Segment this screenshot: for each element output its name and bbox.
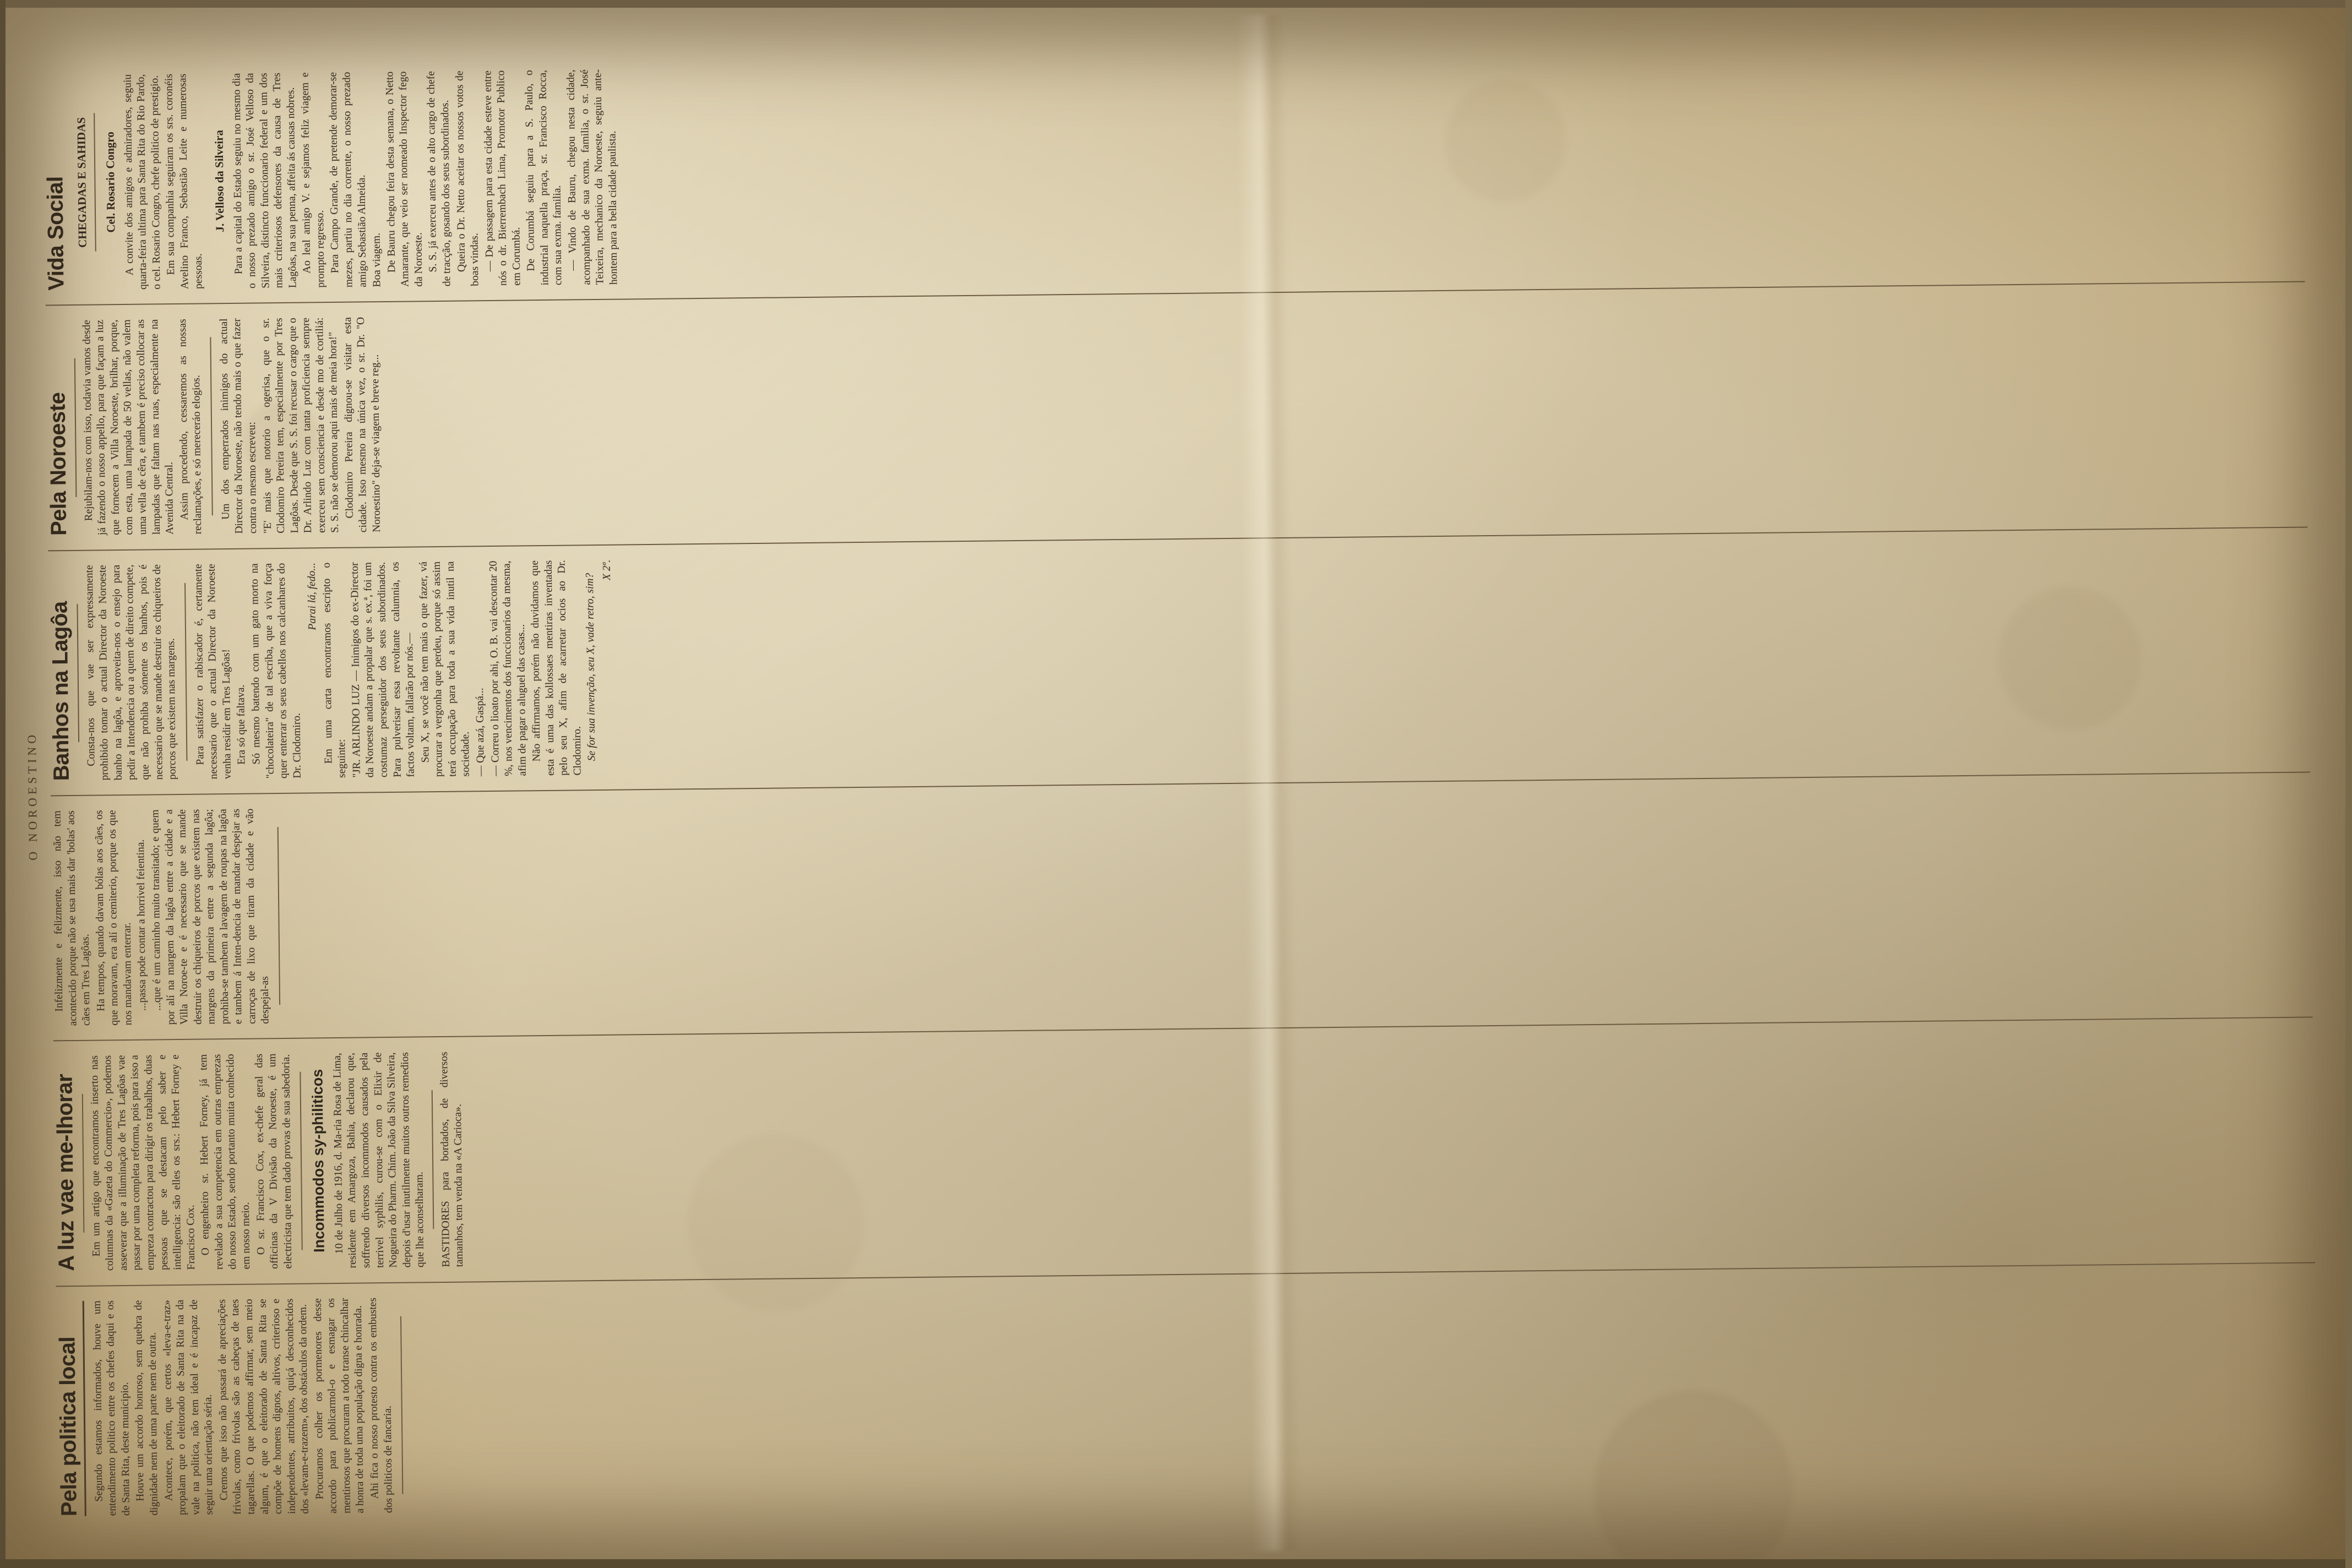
paragraph: S. S. já exerceu antes de o alto cargo de chefe de tracção, gosando dos seus subordinados. — [425, 71, 453, 287]
paragraph: Rejubilam-nos com isso, todavia vamos desde já fazendo o nosso appello, para que façam a luz que fornecem a Villa Noroeste, brilhar, porque, com esta, uma lampada de 50 vellas, não valem uma vella de cêra, e tambem é preciso collocar as lampadas que faltam nas ruas, especialmente na Avenida Central. — [80, 319, 176, 536]
paragraph: Procuramos colher os pormenores desse accordo para publicarmol-o e esmagar os mentirosos que procuram a todo transe chincalhar a honra de toda uma população digna e honrada. — [312, 1298, 367, 1514]
paragraph: ...que é um caminho muito transitado; e quem por alí na margem da lagôa entre a cidade e a Villa Noroe-te e é necessario que se mande destruir os chiqueiros de porcos que existem nas margens da primeira entre a segunda lagôa; prohiba-se tambem a lavagem de roupas na lagôa e tambem á Inten-dencia de mandar despejar as carroças de lixo que tiram da cidade e vão despejal-as — [149, 808, 271, 1025]
dialog-line: Não affirmamos, porém não duvidamos que esta é uma das kollossaes mentiras inventadas pelo seu X, afim de acarretar ocios ao Dr. Clodomiro. — [529, 560, 584, 776]
letter-intro: Para satisfazer o rabiscador é, certamente necessario que o actual Director da Noroeste venha residir em Tres Lagôas! — [192, 563, 233, 780]
paragraph: Clodomiro Pereira dignou-se visitar esta cidade. Isso mesmo na única vez, o sr. Dr. "O Noroestino" deja-se viagem e breve reg... — [341, 317, 383, 533]
letter-line: Era só que faltava. — [235, 684, 248, 765]
column-vida-social — [43, 37, 2305, 305]
column-rule — [400, 1316, 403, 1494]
paragraph: O sr. Francisco Cox, ex-chefe geral das officinas da V Divisão da Noroeste, é um electricista que tem dado provas de sua sabedoria. — [253, 1053, 294, 1269]
paragraph: De Corumbá seguiu para a S. Paulo, o industrial naquella praça, sr. Francisco Rocca, com sua exma. familia. — [523, 69, 564, 286]
subheadline-chegadas-e-sahidas: CHEGADAS E SAHIDAS — [74, 117, 89, 248]
paragraph: Infelizmente e felizmente, isso não tem acontecido porque não se usa mais dar 'bolas' aos cães em Tres Lagôas. — [51, 810, 92, 1026]
subheadline-incommodos-syphiliticos: Incommodos sy-philiticos — [309, 1069, 328, 1253]
paragraph: Consta-nos que vae ser expressamente prohibido tomar o actual Director da Noroeste banho na lagôa, e aproveita-nos o ensejo para pedir a Intendencia ou a quem de direito compete, que não prohiba sómente os banhos, pois é necessario que se mande destruir os chiqueiros de porcos que existem nas margens. — [83, 564, 178, 781]
paragraph: De Bauru chegou feira desta semana, o Netto Amarante, que veio ser nomeado Inspector fego da Noroeste. — [384, 71, 425, 287]
column-pela-noroeste — [46, 281, 2307, 550]
paragraph: Ahi fica o nosso protesto contra os embustes dos politicos de fancaria. — [367, 1297, 395, 1513]
column-container — [43, 37, 2318, 1531]
photo-edge-right — [2345, 0, 2352, 1568]
person-name-rosario-congro: Cel. Rosario Congro — [103, 132, 118, 233]
column-pela-politica-local — [56, 1262, 2317, 1531]
headline-rule — [77, 604, 79, 742]
paragraph: A convite dos amigos e admiradores, seguiu quarta-feira ultima para Santa Rita do Rio Pardo, o cel. Rosario Congro, chefe politico de prestigio. — [122, 74, 163, 290]
paragraph: Boa viagem. — [371, 232, 383, 287]
headline-vida-social: Vida Social — [43, 176, 69, 291]
paragraph: — Vindo de Bauru, chegou nesta cidade, acompanhado de sua exma. familia, o sr. José Teixeira, mechanico da Noroeste, seguiu ante-hontem para a bella cidade paulista. — [565, 69, 620, 285]
person-name-velloso-da-silveira: J. Velloso da Silveira — [212, 129, 227, 232]
column-signature: X 2º. — [601, 559, 613, 581]
paragraph: Queira o Dr. Netto aceitar os nossos votos de boas vindas. — [453, 70, 481, 286]
letter-signature: Parai lá, fedo... — [306, 562, 319, 630]
quoted-paragraph: "E' mais que notorio a ogerisa, que o sr. Clodomiro Pereira tem, especialmente por Tres Lagôas. Desde que S. S. foi recusar o cargo que o Dr. Arlindo Luz com tanta proficiencia sempre exerceu sem consciencia e desde mo de cortiliá: S. S. não se demorou aqui mais de meia hora!" — [259, 317, 341, 534]
paragraph: Assim procedendo, cessaremos as nossas reclamações, e só mereceráo elogios. — [176, 319, 204, 535]
letter-line: Só mesmo batendo com um gato morto na "chocolateira" de tal escriba, que a viva força quer enterrar os seus cabellos nos calcanhares do Dr. Clodomiro. — [248, 563, 303, 779]
column-rule — [210, 337, 213, 515]
headline-rule — [82, 1094, 85, 1232]
headline-pela-politica-local: Pela politica local — [56, 1300, 86, 1516]
letter-line: Em uma carta encontramos escripto o seguinte: — [320, 562, 349, 778]
paragraph: Em sua companhia seguiram os srs. coronéis Avelino Franco, Sebastião Leite e numerosas pessoas. — [163, 73, 205, 290]
paragraph: Ao leal amigo V. e sejamos feliz viagem e prompto regresso. — [299, 72, 327, 288]
dialog-line: Se for sua invenção, seu X, vade retro, sim? — [584, 573, 598, 761]
masthead-title: O NOROESTINO — [24, 731, 40, 861]
column-continuation — [51, 771, 2312, 1040]
column-a-luz-vae-melhorar — [53, 1017, 2315, 1286]
classified-note: BASTIDORES para bordados, de diversos tamanhos, tem venda na «A Carioca». — [438, 1052, 466, 1267]
paragraph: O engenheiro sr. Hebert Forney, já tem revelado a sua competencia em outras emprezas do nosso Estado, sendo portanto muita conhecido em nosso meio. — [198, 1054, 253, 1270]
paragraph: ...passa pode contar a horrivel feientina. — [135, 839, 149, 1011]
paragraph: Para a capital do Estado seguiu no mesmo dia o nosso prezado amigo o sr. José Velloso da Silveira, distincto funccionario federal e um dos mais criteriosos defensores da causa de Tres Lagôas, na sua penna, affeita ás causas nobres. — [230, 72, 299, 288]
column-rule — [432, 1091, 434, 1229]
dialog-line: — Correu o lioato por ahi, O. B. vai descontar 20 %, nos vencimentos dos funccionarios da mesma, afim de pagar o aluguel das casas... — [487, 560, 529, 777]
letter-quote: "JR. ARLINDO LUZ — Inimigos do ex-Director da Noroeste andam a propalar que s. ex.ª, foi um costumaz perseguidor dos seus subordinados. Para pulverisar essa revoltante calumnia, os factos voltam, fallarão por nós.— — [349, 562, 417, 778]
headline-rule — [74, 358, 77, 497]
letter-line: Seu X, se você não tem mais o que fazer, vá procurar a vergonha que perdeu, porque só assim terá occupação para toda a sua vida inutil na sociedade. — [417, 561, 472, 777]
newspaper-sheet — [18, 4, 2335, 1564]
column-rule — [300, 1072, 303, 1250]
column-rule — [277, 827, 280, 1005]
headline-rule — [94, 113, 96, 252]
headline-a-luz-vae-melhorar: A luz vae me-lhorar — [52, 1074, 79, 1272]
advertisement-body: 10 de Julho de 1916, d. Ma-ria Rosa de Lima, residente em Amargoza, Bahia, declarou que, soffrendo diversos incommodos causados pela terrivel syphilis, curou-se com o Elixir de Nogueira do Pharm. Chim. João da Silva Silveira, depois d'usar inutilmente muitos outros remedios que lhe aconselharam. — [331, 1052, 427, 1268]
paragraph: Acontece, porém, que certos «leva-e-traz» propalam que o eleitorado de Santa Rita na da vale na politica, não tem ideal e é incapaz de seguir uma orientação séria. — [161, 1299, 216, 1516]
photo-edge-left — [0, 0, 6, 1568]
paragraph: Ha tempos, quando davam bólas aos cães, os que moravam, era alí o cemiterio, porque os que nos mandavam enterrar. — [93, 810, 134, 1026]
paragraph: Um dos emperrados inimigos do actual Director da Noroeste, não tendo mais o que fazer contra o mesmo escreveu: — [217, 318, 259, 534]
column-banhos-na-lagoa — [48, 526, 2310, 795]
photo-edge-top — [0, 0, 2352, 8]
paragraph: — De passagem para esta cidade esteve entre nós o dr. Bierrembach Lima, Promotor Publico em Corumbá. — [482, 70, 523, 286]
paragraph: Segundo estamos informados, houve um entendimento politico entre os chefes daqui e os de Santa Rita, deste municipio. — [91, 1300, 132, 1516]
paragraph: Em um artigo que encontramos inserto nas columnas da «Gazeta do Commercio», podemos asseverar que a illuminação de Tres Lagôas vae passar por uma completa reforma, pois para isso a empreza contractou para dirigir os trabalhos, duas pessoas que se destacam pelo saber e intelligencia: são elles os srs.: Hebert Forney e Francisco Cox. — [88, 1054, 197, 1271]
headline-pela-noroeste: Pela Noroeste — [45, 392, 72, 536]
headline-banhos-na-lagoa: Banhos na Lagôa — [47, 601, 74, 781]
column-rule — [184, 583, 187, 761]
dialog-line: — Que azá, Gaspá... — [474, 688, 487, 777]
paragraph: Houve um accordo honroso, sem quebra de dignidade nem de uma parte nem de outra. — [133, 1300, 160, 1516]
paragraph: Cremos que isso não passará de apreciações frivolas, como frivolas são as cabeças de taes tagarellas. O que podemos affirmar, sem meio algum, é que o eleitorado de Santa Rita se compõe de homens dignos, altivos, criterioso e independentes, attribuitos, quiçá desconhecidos dos «levam-e-trazem», dos obstáculos da ordem. — [216, 1298, 312, 1515]
paragraph: Para Campo Grande, de pretende demorar-se mezes, partiu no dia corrente, o nosso prezado amigo Sebastião Almeida. — [327, 72, 369, 288]
